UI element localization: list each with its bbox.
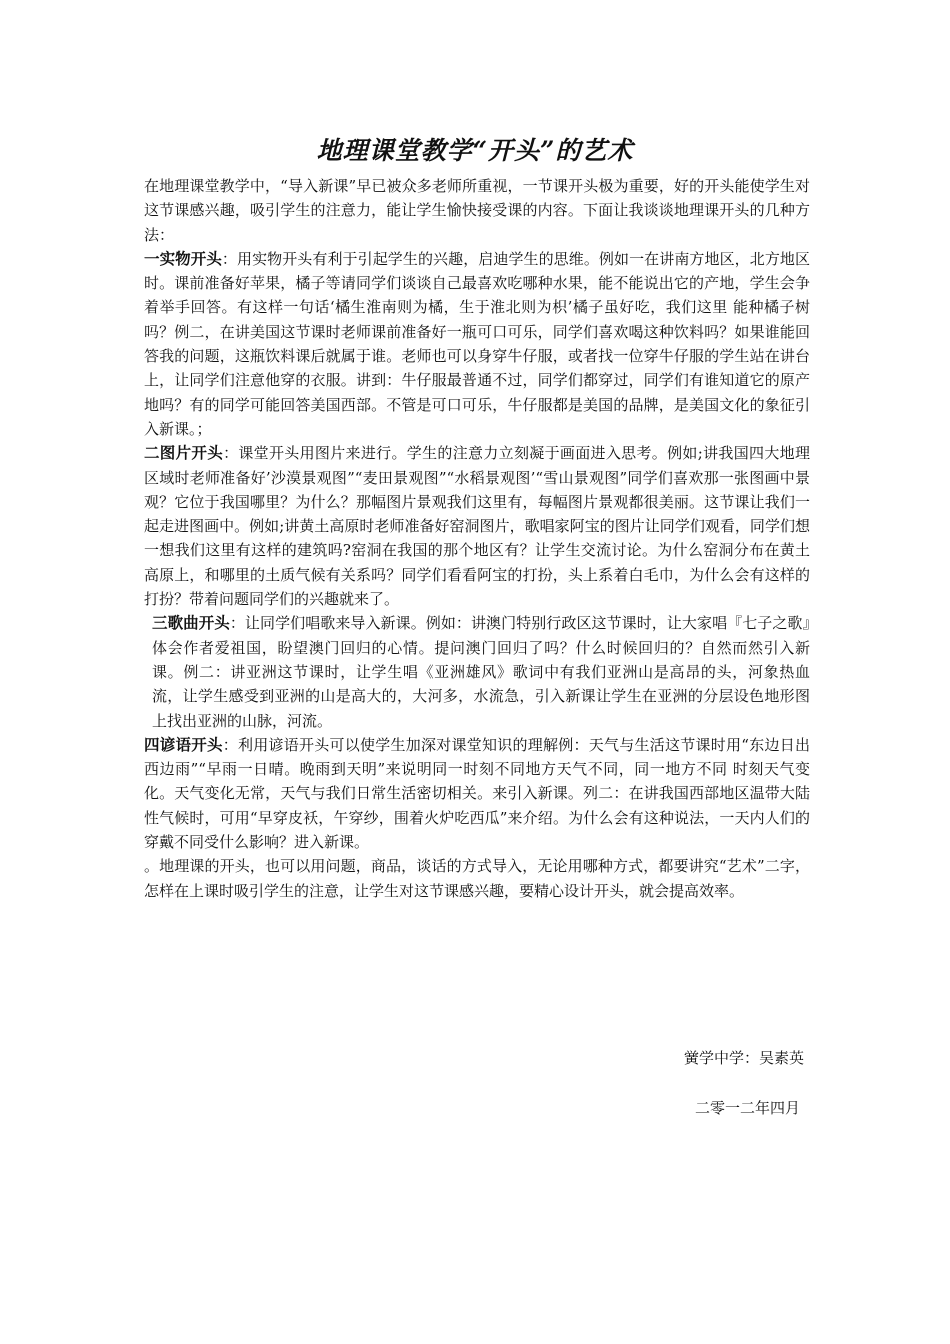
section-heading: 一实物开头: [144, 248, 222, 268]
document-date: 二零一二年四月: [694, 1099, 800, 1117]
conclusion-paragraph: 。地理课的开头，也可以用问题，商品，谈话的方式导入，无论用哪种方式，都要讲究“艺术”二字，怎样在上课时吸引学生的注意，让学生对这节课感兴趣，要精心设计开头，就会提高效率。: [144, 857, 810, 900]
section-text: ：课堂开头用图片来进行。学生的注意力立刻凝于画面进入思考。例如;讲我国四大地理区域时老师准备好’沙漠景观图”“麦田景观图”“水稻景观图’“雪山景观图”同学们喜欢那一张图画中景观？它位于我国哪里？为什么？那幅图片景观我们这里有，每幅图片景观都很美丽。这节课让我们一起走进图画中。例如;讲黄土高原时老师准备好窑洞图片，歌唱家阿宝的图片让同学们观看，同学们想一想我们这里有这样的建筑吗?窑洞在我国的那个地区有？让学生交流讨论。为什么窑洞分布在黄土高原上，和哪里的土质气候有关系吗？同学们看看阿宝的打扮，头上系着白毛巾，为什么会有这样的打扮？带着问题同学们的兴趣就来了。: [144, 444, 810, 609]
section-heading: 二图片开头: [144, 443, 224, 463]
section-text: ：用实物开头有利于引起学生的兴趣，启迪学生的思维。例如一在讲南方地区，北方地区时。课前准备好苹果，橘子等请同学们谈谈自己最喜欢吃哪种水果，能不能说出它的产地，学生会争着举手回答。有这样一句话‘橘生淮南则为橘，生于淮北则为枳’橘子虽好吃，我们这里 能种橘子树吗？例二，在讲美国这节课时老师课前准备好一瓶可口可乐，同学们喜欢喝这种饮料吗？如果谁能回答我的问题，这瓶饮料课后就属于谁。老师也可以身穿牛仔服，或者找一位穿牛仔服的学生站在讲台上，让同学们注意他穿的衣服。讲到：牛仔服最普通不过，同学们都穿过，同学们有谁知道它的原产地吗？有的同学可能回答美国西部。不管是可口可乐，牛仔服都是美国的品牌，是美国文化的象征引入新课。；: [144, 249, 810, 438]
author-signature: 黉学中学：吴素英: [683, 1049, 804, 1067]
section-text: ：让同学们唱歌来导入新课。例如：讲澳门特别行政区这节课时，让大家唱『七子之歌』体会作者爱祖国，盼望澳门回归的心情。提问澳门回归了吗？什么时候回归的？自然而然引入新课。例二：讲亚洲这节课时，让学生唱《亚洲雄风》歌词中有我们亚洲山是高昂的头，河象热血流，让学生感受到亚洲的山是高大的，大河多，水流急，引入新课让学生在亚洲的分层设色地形图上找出亚洲的山脉，河流。: [152, 614, 810, 730]
document-body: [144, 174, 810, 903]
section-text: ：利用谚语开头可以使学生加深对课堂知识的理解例：天气与生活这节课时用“东边日出西边雨”“早雨一日晴。晚雨到天明”来说明同一时刻不同地方天气不同，同一地方不同 时刻天气变化。天气变化无常，天气与我们日常生活密切相关。来引入新课。列二：在讲我国西部地区温带大陆性气候时，可用“早穿皮袄，午穿纱，围着火炉吃西瓜”来介绍。为什么会有这种说法，一天内人们的穿戴不同受什么影响？进入新课。: [144, 735, 810, 852]
section-paragraph: [144, 611, 810, 732]
intro-paragraph: 在地理课堂教学中，“导入新课”早已被众多老师所重视，一节课开头极为重要，好的开头能使学生对这节课感兴趣，吸引学生的注意力，能让学生愉快接受课的内容。下面让我谈谈地理课开头的几种方法：: [144, 177, 810, 244]
document-title: 地理课堂教学“开头”的艺术: [316, 136, 634, 165]
section-paragraph: [144, 247, 810, 441]
section-heading: 三歌曲开头: [152, 613, 230, 633]
section-paragraph: [144, 441, 810, 611]
section-heading: 四谚语开头: [144, 734, 223, 754]
section-paragraph: [144, 733, 810, 854]
